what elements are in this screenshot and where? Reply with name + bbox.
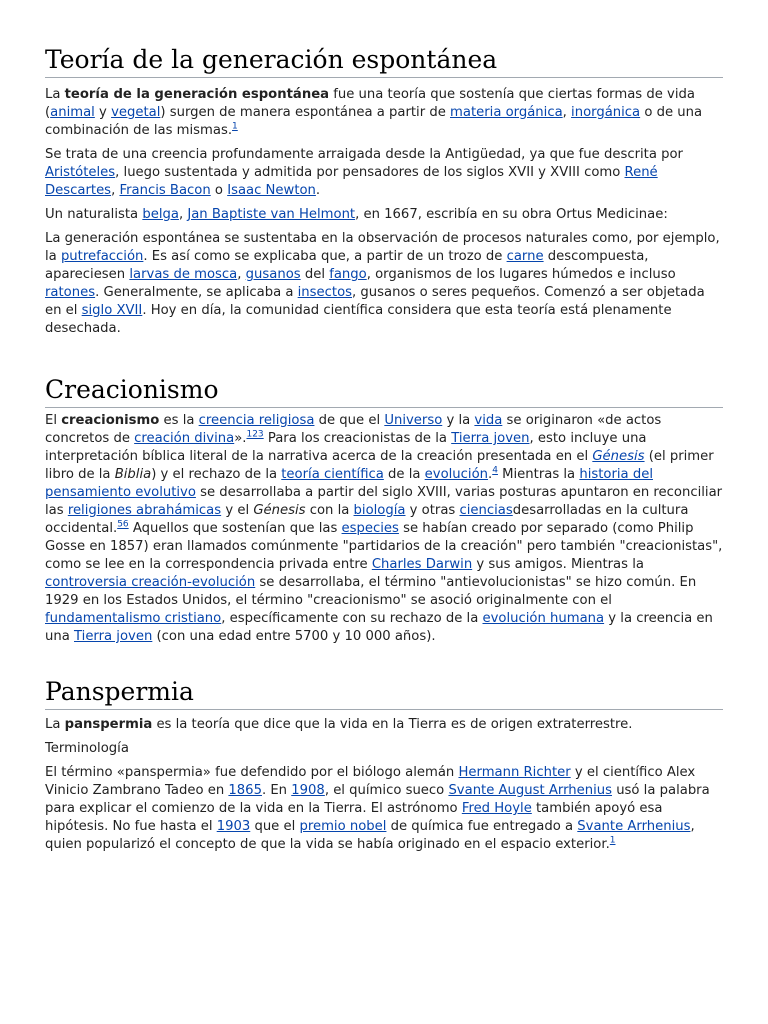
text-run: (con una edad entre 5700 y 10 000 años). bbox=[152, 629, 436, 644]
text-run: , quien popularizó el concepto de que la vida se había originado en el espacio exterior. bbox=[45, 819, 695, 852]
text-run: Mientras la bbox=[497, 467, 580, 482]
text-run: y otras bbox=[405, 503, 460, 518]
text-run: Aquellos que sostenían que las bbox=[128, 521, 342, 536]
text-run: y el bbox=[221, 503, 254, 518]
article-link[interactable]: ratones bbox=[45, 285, 96, 300]
text-run: y bbox=[94, 105, 112, 120]
text-run: es la bbox=[159, 413, 199, 428]
text-run: , bbox=[562, 105, 572, 120]
text-run: se habían creado por separado (como Philip Gosse en 1857) eran llamados comúnmente "partidarios de la creación" pero también "creacionistas", como se lee en la correspondencia privada entre bbox=[45, 521, 723, 572]
text-run: . En bbox=[261, 783, 292, 798]
text-run: , esto incluye una interpretación bíblica literal de la narrativa acerca de la creación presentada en el bbox=[45, 431, 647, 464]
article-link[interactable]: especies bbox=[341, 521, 399, 536]
article-link[interactable]: insectos bbox=[297, 285, 353, 300]
text-run: . Generalmente, se aplicaba a bbox=[95, 285, 298, 300]
article-link[interactable]: vida bbox=[474, 413, 503, 428]
reference-superscript[interactable] bbox=[610, 836, 616, 846]
article-link[interactable]: religiones abrahámicas bbox=[67, 503, 222, 518]
article-link[interactable]: premio nobel bbox=[299, 819, 387, 834]
article-link[interactable]: Svante Arrhenius bbox=[577, 819, 691, 834]
text-run: (el primer libro de la bbox=[45, 449, 714, 482]
text-run: . Hoy en día, la comunidad científica considera que esta teoría está plenamente desechada. bbox=[45, 303, 672, 336]
article-link[interactable]: fango bbox=[329, 267, 367, 282]
text-run: se originaron «de actos concretos de bbox=[45, 413, 662, 446]
text-run: , organismos de los lugares húmedos e incluso bbox=[366, 267, 676, 282]
article-link[interactable]: 1903 bbox=[216, 819, 251, 834]
text-run: , bbox=[237, 267, 246, 282]
text-run: y la creencia en una bbox=[45, 611, 713, 644]
text-run: y sus amigos. Mientras la bbox=[472, 557, 644, 572]
text-run: , bbox=[178, 207, 188, 222]
article-link[interactable]: Génesis bbox=[592, 449, 645, 464]
reference-link[interactable]: 1 bbox=[609, 835, 616, 846]
text-run: , gusanos o seres pequeños. Comenzó a ser objetada en el bbox=[45, 285, 705, 318]
text-run: Terminología bbox=[45, 741, 129, 756]
article-link[interactable]: René Descartes bbox=[45, 165, 658, 198]
text-run: descompuesta, apareciesen bbox=[45, 249, 649, 282]
paragraph bbox=[45, 740, 723, 758]
section-creacionismo bbox=[45, 374, 723, 646]
text-run: fue una teoría que sostenía que ciertas formas de vida ( bbox=[45, 87, 695, 120]
text-run: y el científico Alex Vinicio Zambrano Tadeo en bbox=[45, 765, 696, 798]
text-run: El bbox=[45, 413, 62, 428]
article-link[interactable]: evolución bbox=[424, 467, 489, 482]
article-link[interactable]: 1908 bbox=[291, 783, 325, 798]
text-run: de que el bbox=[314, 413, 385, 428]
article-link[interactable]: teoría científica bbox=[281, 467, 384, 482]
paragraph bbox=[45, 86, 723, 140]
text-run: es la teoría que dice que la vida en la Tierra es de origen extraterrestre. bbox=[152, 717, 633, 732]
text-run: Un naturalista bbox=[45, 207, 143, 222]
bold-term: creacionismo bbox=[61, 413, 160, 428]
reference-link[interactable]: 56 bbox=[117, 519, 129, 530]
text-run: con la bbox=[305, 503, 354, 518]
section-generacion-espontanea bbox=[45, 44, 723, 338]
article-link[interactable]: ciencias bbox=[459, 503, 513, 518]
article-link[interactable]: siglo XVII bbox=[81, 303, 143, 318]
text-run: . bbox=[315, 183, 321, 198]
text-run: o de una combinación de las mismas. bbox=[45, 105, 703, 138]
text-run: se desarrollaba, el término "antievolucionistas" se hizo común. En 1929 en los Estados Unidos, el término "creacionismo" se asoció originalmente con el bbox=[45, 575, 697, 608]
text-run: desarrolladas en la cultura occidental. bbox=[45, 503, 689, 536]
article-link[interactable]: putrefacción bbox=[60, 249, 144, 264]
article-link[interactable]: gusanos bbox=[245, 267, 301, 282]
article-link[interactable]: biología bbox=[353, 503, 406, 518]
article-link[interactable]: creencia religiosa bbox=[198, 413, 315, 428]
article-link[interactable]: evolución humana bbox=[482, 611, 605, 626]
article-link[interactable]: Jan Baptiste van Helmont bbox=[187, 207, 356, 222]
text-run: del bbox=[300, 267, 330, 282]
reference-link[interactable]: 1 bbox=[232, 121, 238, 132]
bold-term: teoría de la generación espontánea bbox=[64, 87, 330, 102]
paragraph bbox=[45, 206, 723, 224]
article-link[interactable]: Aristóteles bbox=[45, 165, 116, 180]
article-link[interactable]: historia del pensamiento evolutivo bbox=[45, 467, 653, 500]
text-run: , bbox=[111, 183, 120, 198]
reference-superscript[interactable] bbox=[246, 430, 263, 440]
paragraph bbox=[45, 716, 723, 734]
article-link[interactable]: 1865 bbox=[228, 783, 262, 798]
article-link[interactable]: Svante August Arrhenius bbox=[448, 783, 612, 798]
text-run: usó la palabra para explicar el comienzo de la vida en la Tierra. El astrónomo bbox=[45, 783, 710, 816]
article-link[interactable]: Tierra joven bbox=[451, 431, 530, 446]
text-run: , específicamente con su rechazo de la bbox=[221, 611, 483, 626]
text-run: de la bbox=[383, 467, 425, 482]
reference-superscript[interactable] bbox=[117, 520, 128, 530]
article-link[interactable]: Isaac Newton bbox=[227, 183, 316, 198]
article-link[interactable]: vegetal bbox=[111, 105, 161, 120]
article-link[interactable]: carne bbox=[506, 249, 544, 264]
text-run: Para los creacionistas de la bbox=[263, 431, 452, 446]
text-run: también apoyó esa hipótesis. No fue hasta el bbox=[45, 801, 663, 834]
article-link[interactable]: controversia creación-evolución bbox=[45, 575, 256, 590]
text-run: ) surgen de manera espontánea a partir de bbox=[160, 105, 451, 120]
text-run: se desarrollaba a partir del siglo XVIII, varias posturas apuntaron en reconciliar las bbox=[45, 485, 723, 518]
article-link[interactable]: fundamentalismo cristiano bbox=[45, 611, 222, 626]
section-title: Teoría de la generación espontánea bbox=[45, 44, 723, 78]
article-link[interactable]: creación divina bbox=[134, 431, 235, 446]
section-title: Panspermia bbox=[45, 676, 723, 710]
section-title: Creacionismo bbox=[45, 374, 723, 408]
article-link[interactable]: animal bbox=[50, 105, 95, 120]
text-run: , el químico sueco bbox=[324, 783, 449, 798]
article-link[interactable]: Hermann Richter bbox=[458, 765, 571, 780]
reference-link[interactable]: 123 bbox=[246, 429, 264, 440]
paragraph bbox=[45, 412, 723, 646]
text-run: La bbox=[45, 87, 65, 102]
italic-text: Biblia bbox=[114, 467, 152, 482]
reference-link[interactable]: 4 bbox=[492, 465, 498, 476]
text-run: de química fue entregado a bbox=[386, 819, 578, 834]
paragraph bbox=[45, 764, 723, 854]
text-run: Se trata de una creencia profundamente arraigada desde la Antigüedad, ya que fue descrita por bbox=[45, 147, 683, 162]
paragraph bbox=[45, 230, 723, 338]
article-link[interactable]: Universo bbox=[384, 413, 443, 428]
article-link[interactable]: Fred Hoyle bbox=[461, 801, 532, 816]
text-run: El término «panspermia» fue defendido por el biólogo alemán bbox=[45, 765, 459, 780]
text-run: que el bbox=[250, 819, 300, 834]
article-link[interactable]: Tierra joven bbox=[74, 629, 153, 644]
article-link[interactable]: Francis Bacon bbox=[119, 183, 211, 198]
article-link[interactable]: Charles Darwin bbox=[371, 557, 473, 572]
reference-superscript[interactable] bbox=[232, 122, 238, 132]
article-link[interactable]: materia orgánica bbox=[450, 105, 563, 120]
italic-text: Génesis bbox=[253, 503, 306, 518]
text-run: , luego sustentada y admitida por pensadores de los siglos XVII y XVIII como bbox=[115, 165, 625, 180]
text-run: . bbox=[488, 467, 493, 482]
text-run: y la bbox=[442, 413, 475, 428]
text-run: ) y el rechazo de la bbox=[151, 467, 282, 482]
text-run: ». bbox=[234, 431, 247, 446]
text-run: La generación espontánea se sustentaba en la observación de procesos naturales como, por ejemplo, la bbox=[45, 231, 720, 264]
section-panspermia bbox=[45, 676, 723, 854]
text-run: , en 1667, escribía en su obra Ortus Medicinae: bbox=[355, 207, 668, 222]
text-run: La bbox=[45, 717, 65, 732]
paragraph bbox=[45, 146, 723, 200]
article-link[interactable]: belga bbox=[142, 207, 179, 222]
article-link[interactable]: larvas de mosca bbox=[129, 267, 238, 282]
article-link[interactable]: inorgánica bbox=[571, 105, 641, 120]
text-run: o bbox=[210, 183, 228, 198]
bold-term: panspermia bbox=[64, 717, 153, 732]
text-run: . Es así como se explicaba que, a partir de un trozo de bbox=[143, 249, 507, 264]
